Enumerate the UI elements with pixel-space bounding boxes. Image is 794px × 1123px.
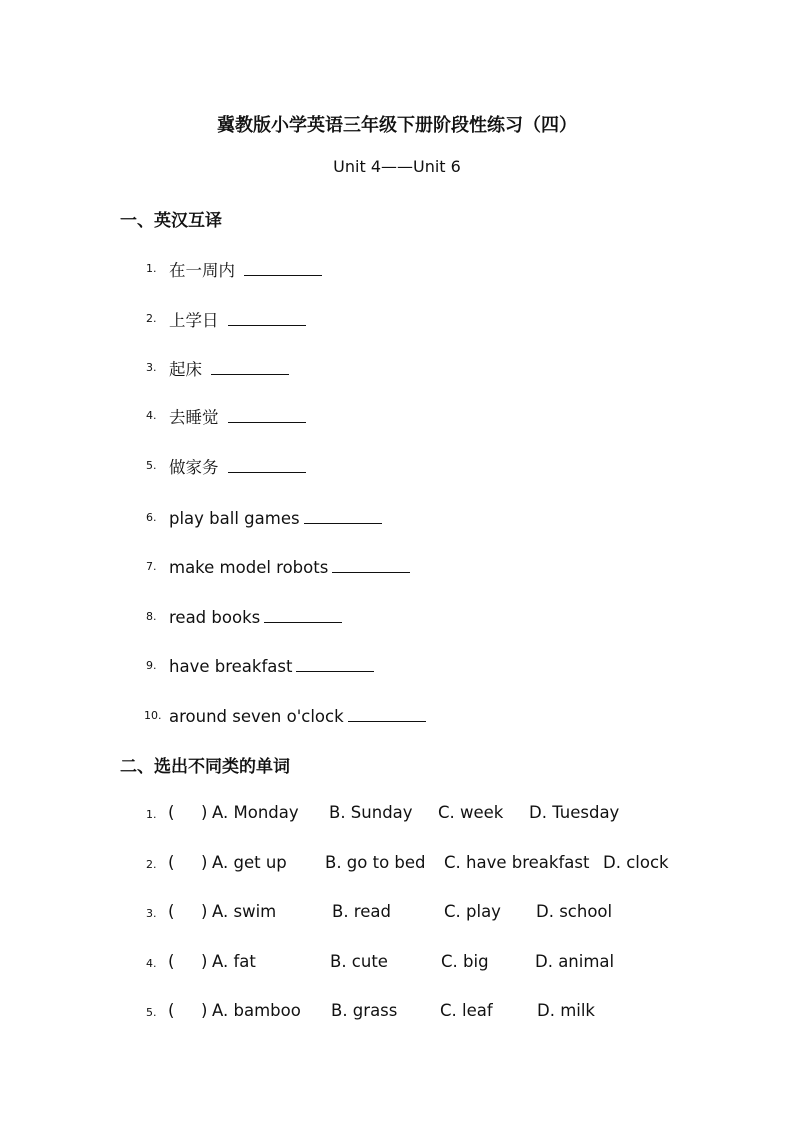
answer-paren-open[interactable]: (: [168, 853, 175, 872]
item-number: 1.: [146, 262, 157, 275]
answer-blank[interactable]: [332, 555, 410, 573]
answer-blank[interactable]: [211, 357, 289, 375]
option-b[interactable]: B. grass: [331, 1001, 398, 1020]
option-c[interactable]: C. leaf: [440, 1001, 493, 1020]
item-number: 6.: [146, 511, 157, 524]
item-number: 7.: [146, 560, 157, 573]
option-a[interactable]: A. bamboo: [212, 1001, 301, 1020]
answer-blank[interactable]: [348, 704, 426, 722]
item-number: 4.: [146, 409, 157, 422]
item-number: 9.: [146, 659, 157, 672]
option-c[interactable]: C. play: [444, 902, 501, 921]
item-text: 在一周内: [169, 261, 235, 280]
answer-blank[interactable]: [296, 654, 374, 672]
answer-blank[interactable]: [228, 308, 306, 326]
answer-paren-close: ): [201, 853, 208, 872]
item-number: 1.: [146, 808, 157, 821]
item-text: 起床: [169, 360, 202, 379]
answer-blank[interactable]: [228, 405, 306, 423]
answer-blank[interactable]: [264, 605, 342, 623]
option-b[interactable]: B. Sunday: [329, 803, 413, 822]
option-d[interactable]: D. Tuesday: [529, 803, 620, 822]
item-text: read books: [169, 608, 261, 627]
option-a[interactable]: A. fat: [212, 952, 256, 971]
item-text: around seven o'clock: [169, 707, 344, 726]
item-text: 去睡觉: [169, 408, 219, 427]
item-text: 上学日: [169, 311, 219, 330]
item-number: 2.: [146, 858, 157, 871]
item-number: 5.: [146, 459, 157, 472]
answer-paren-close: ): [201, 952, 208, 971]
option-b[interactable]: B. read: [332, 902, 391, 921]
option-a[interactable]: A. swim: [212, 902, 277, 921]
option-a[interactable]: A. Monday: [212, 803, 299, 822]
answer-paren-open[interactable]: (: [168, 803, 175, 822]
item-text: play ball games: [169, 509, 300, 528]
answer-paren-open[interactable]: (: [168, 902, 175, 921]
answer-blank[interactable]: [304, 506, 382, 524]
answer-paren-open[interactable]: (: [168, 1001, 175, 1020]
option-d[interactable]: D. animal: [535, 952, 615, 971]
answer-paren-open[interactable]: (: [168, 952, 175, 971]
section-heading-odd-one-out: 二、选出不同类的单词: [120, 757, 290, 777]
option-b[interactable]: B. go to bed: [325, 853, 426, 872]
item-number: 2.: [146, 312, 157, 325]
item-text: 做家务: [169, 458, 219, 477]
option-d[interactable]: D. clock: [603, 853, 669, 872]
answer-paren-close: ): [201, 1001, 208, 1020]
page-subtitle: Unit 4——Unit 6: [333, 157, 461, 176]
item-number: 3.: [146, 361, 157, 374]
option-c[interactable]: C. big: [441, 952, 489, 971]
answer-blank[interactable]: [228, 455, 306, 473]
item-number: 10.: [144, 709, 162, 722]
option-c[interactable]: C. have breakfast: [444, 853, 590, 872]
item-number: 3.: [146, 907, 157, 920]
option-d[interactable]: D. school: [536, 902, 613, 921]
option-b[interactable]: B. cute: [330, 952, 388, 971]
option-c[interactable]: C. week: [438, 803, 504, 822]
item-number: 5.: [146, 1006, 157, 1019]
answer-paren-close: ): [201, 902, 208, 921]
item-number: 4.: [146, 957, 157, 970]
page-title: 冀教版小学英语三年级下册阶段性练习（四）: [217, 115, 577, 136]
item-number: 8.: [146, 610, 157, 623]
option-d[interactable]: D. milk: [537, 1001, 595, 1020]
answer-paren-close: ): [201, 803, 208, 822]
item-text: have breakfast: [169, 657, 293, 676]
section-heading-translation: 一、英汉互译: [120, 211, 222, 231]
answer-blank[interactable]: [244, 258, 322, 276]
option-a[interactable]: A. get up: [212, 853, 287, 872]
item-text: make model robots: [169, 558, 329, 577]
